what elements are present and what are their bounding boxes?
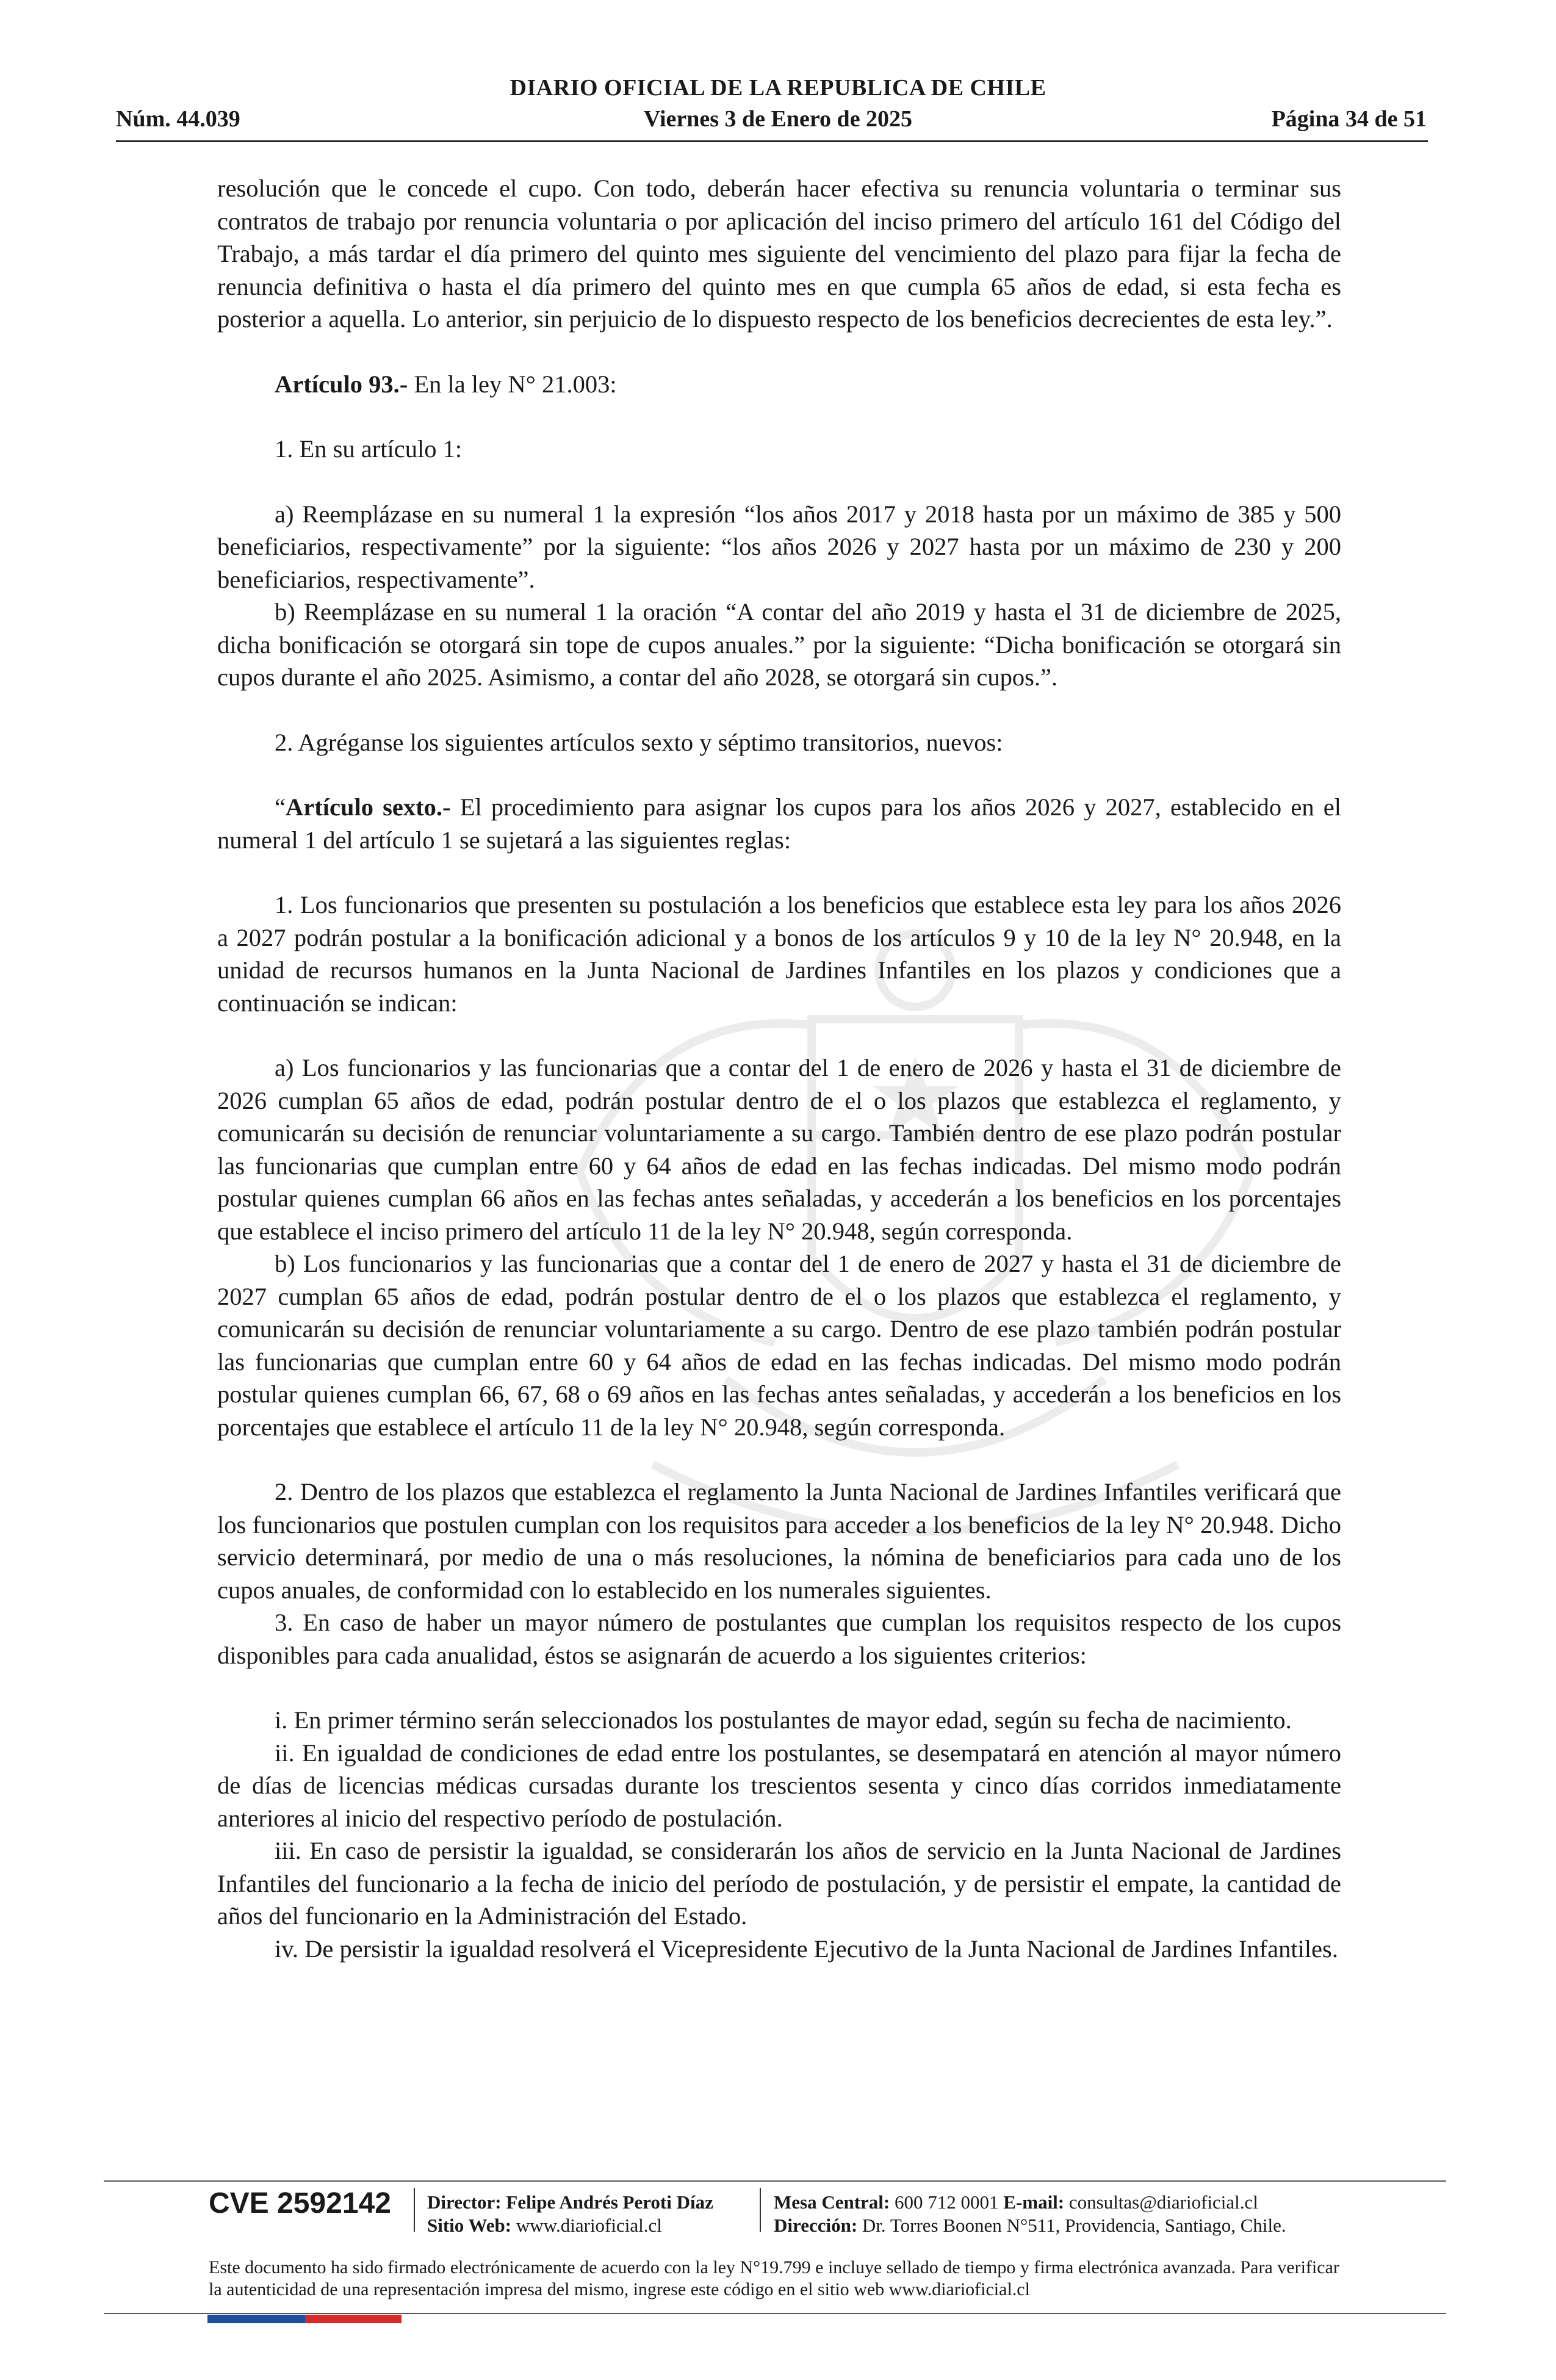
footer-director-block: [427, 2191, 713, 2237]
director-label: Director:: [427, 2191, 502, 2213]
article-sexto-text: El procedimiento para asignar los cupos para los años 2026 y 2027, establecido en el numeral 1 del artículo 1 se sujetará a las siguientes reglas:: [217, 793, 1341, 854]
rule-1b: b) Los funcionarios y las funcionarias que a contar del 1 de enero de 2027 y hasta el 31 de diciembre de 2027 cumplan 65 años de edad, podrán postular dentro de el o los plazos que establezca el reglamento, y comunicarán su decisión de renunciar voluntariamente a su cargo. Dentro de ese plazo también podrán postular las funcionarias que cumplan entre 60 y 64 años de edad en las fechas indicadas. Del mismo modo podrán postular quienes cumplan 66, 67, 68 o 69 años en las fechas antes señaladas, y accederán a los beneficios en los porcentajes que establece el artículo 11 de la ley N° 20.948, según corresponda.: [217, 1250, 1341, 1441]
article-93-heading: [217, 368, 1341, 401]
criterion-iii: iii. En caso de persistir la igualdad, se considerarán los años de servicio en la Junta Nacional de Jardines Infantiles del funcionario a la fecha de inicio del período de postulación, y de persistir el empate, la cantidad de años del funcionario en la Administración del Estado.: [217, 1837, 1341, 1930]
criterion-iv: iv. De persistir la igualdad resolverá el Vicepresidente Ejecutivo de la Junta Nacional de Jardines Infantiles.: [275, 1935, 1338, 1963]
publication-title: DIARIO OFICIAL DE LA REPUBLICA DE CHILE: [510, 75, 1046, 101]
article-93-text: En la ley N° 21.003:: [408, 370, 617, 398]
phone-number: 600 712 0001: [895, 2191, 999, 2213]
flag-stripe-red: [305, 2315, 402, 2323]
article-sexto: [217, 791, 1341, 856]
page-number: Página 34 de 51: [1271, 106, 1427, 132]
item-2: 2. Agréganse los siguientes artículos sexto y séptimo transitorios, nuevos:: [275, 728, 1003, 756]
phone-label: Mesa Central:: [774, 2191, 890, 2213]
address-label: Dirección:: [774, 2215, 858, 2236]
director-name: Felipe Andrés Peroti Díaz: [506, 2191, 713, 2213]
address-text: Dr. Torres Boonen N°511, Providencia, Santiago, Chile.: [862, 2215, 1286, 2236]
footer-separator: [414, 2188, 415, 2232]
footer-divider-bottom: [104, 2313, 1446, 2314]
header-divider: [116, 140, 1428, 142]
email-link[interactable]: consultas@diarioficial.cl: [1068, 2191, 1258, 2213]
criterion-i: i. En primer término serán seleccionados los postulantes de mayor edad, según su fecha de nacimiento.: [275, 1706, 1292, 1734]
item-1a: a) Reemplázase en su numeral 1 la expresión “los años 2017 y 2018 hasta por un máximo de 385 y 500 beneficiarios, respectivamente” por la siguiente: “los años 2026 y 2027 hasta por un máximo de 230 y 200 beneficiarios, respectivamente”.: [217, 500, 1341, 593]
document-body: [217, 172, 1341, 1965]
signature-notice: Este documento ha sido firmado electrónicamente de acuerdo con la ley N°19.799 e incluye sellado de tiempo y firma electrónica avanzada. Para verificar la autenticidad de una representación impresa del mismo, ingrese este código en el sitio web www.diarioficial.cl: [209, 2257, 1339, 2299]
flag-stripe-blue: [207, 2315, 305, 2323]
item-1: 1. En su artículo 1:: [275, 435, 463, 463]
open-quote: “: [275, 793, 286, 821]
item-1b: b) Reemplázase en su numeral 1 la oración “A contar del año 2019 y hasta el 31 de diciembre de 2025, dicha bonificación se otorgará sin tope de cupos anuales.” por la siguiente: “Dicha bonificación se otorgará sin cupos durante el año 2025. Asimismo, a contar del año 2028, se otorgará sin cupos.”.: [217, 598, 1341, 691]
footer-contact-block: [774, 2191, 1286, 2237]
page-header: [0, 0, 1556, 146]
cve-code: CVE 2592142: [209, 2187, 391, 2220]
footer-divider-top: [104, 2180, 1446, 2182]
paragraph-continuation: resolución que le concede el cupo. Con todo, deberán hacer efectiva su renuncia voluntaria o terminar sus contratos de trabajo por renuncia voluntaria o por aplicación del inciso primero del artículo 161 del Código del Trabajo, a más tardar el día primero del quinto mes siguiente del vencimiento del plazo para fijar la fecha de renuncia definitiva o hasta el día primero del quinto mes en que cumpla 65 años de edad, si esta fecha es posterior a aquella. Lo anterior, sin perjuicio de lo dispuesto respecto de los beneficios decrecientes de esta ley.”.: [217, 175, 1341, 333]
rule-1a: a) Los funcionarios y las funcionarias que a contar del 1 de enero de 2026 y hasta el 31 de diciembre de 2026 cumplan 65 años de edad, podrán postular dentro de el o los plazos que establezca el reglamento, y comunicarán su decisión de renunciar voluntariamente a su cargo. También dentro de ese plazo podrán postular las funcionarias que cumplan entre 60 y 64 años de edad en las fechas indicadas. Del mismo modo podrán postular quienes cumplan 66 años en las fechas antes señaladas, y accederán a los beneficios en los porcentajes que establece el inciso primero del artículo 11 de la ley N° 20.948, según corresponda.: [217, 1054, 1341, 1245]
email-label: E-mail:: [1003, 2191, 1065, 2213]
issue-number: Núm. 44.039: [116, 106, 240, 132]
website-link[interactable]: www.diarioficial.cl: [516, 2215, 662, 2236]
issue-date: Viernes 3 de Enero de 2025: [643, 106, 913, 132]
criterion-ii: ii. En igualdad de condiciones de edad entre los postulantes, se desempatará en atención al mayor número de días de licencias médicas cursadas durante los trescientos sesenta y cinco días corridos inmediatamente anteriores al inicio del respectivo período de postulación.: [217, 1739, 1341, 1832]
footer-separator: [760, 2188, 761, 2232]
rule-2: 2. Dentro de los plazos que establezca el reglamento la Junta Nacional de Jardines Infantiles verificará que los funcionarios que postulen cumplan con los requisitos para acceder a los beneficios de la ley N° 20.948. Dicho servicio determinará, por medio de una o más resoluciones, la nómina de beneficiarios para cada uno de los cupos anuales, de conformidad con lo establecido en los numerales siguientes.: [217, 1478, 1341, 1604]
article-93-title: Artículo 93.-: [275, 370, 408, 398]
rule-1: 1. Los funcionarios que presenten su postulación a los beneficios que establece esta ley para los años 2026 a 2027 podrán postular a la bonificación adicional y a bonos de los artículos 9 y 10 de la ley N° 20.948, en la unidad de recursos humanos en la Junta Nacional de Jardines Infantiles en los plazos y condiciones que a continuación se indican:: [217, 891, 1341, 1017]
rule-3: 3. En caso de haber un mayor número de postulantes que cumplan los requisitos respecto de los cupos disponibles para cada anualidad, éstos se asignarán de acuerdo a los siguientes criterios:: [217, 1609, 1341, 1669]
website-label: Sitio Web:: [427, 2215, 512, 2236]
article-sexto-title: Artículo sexto.-: [285, 793, 451, 821]
